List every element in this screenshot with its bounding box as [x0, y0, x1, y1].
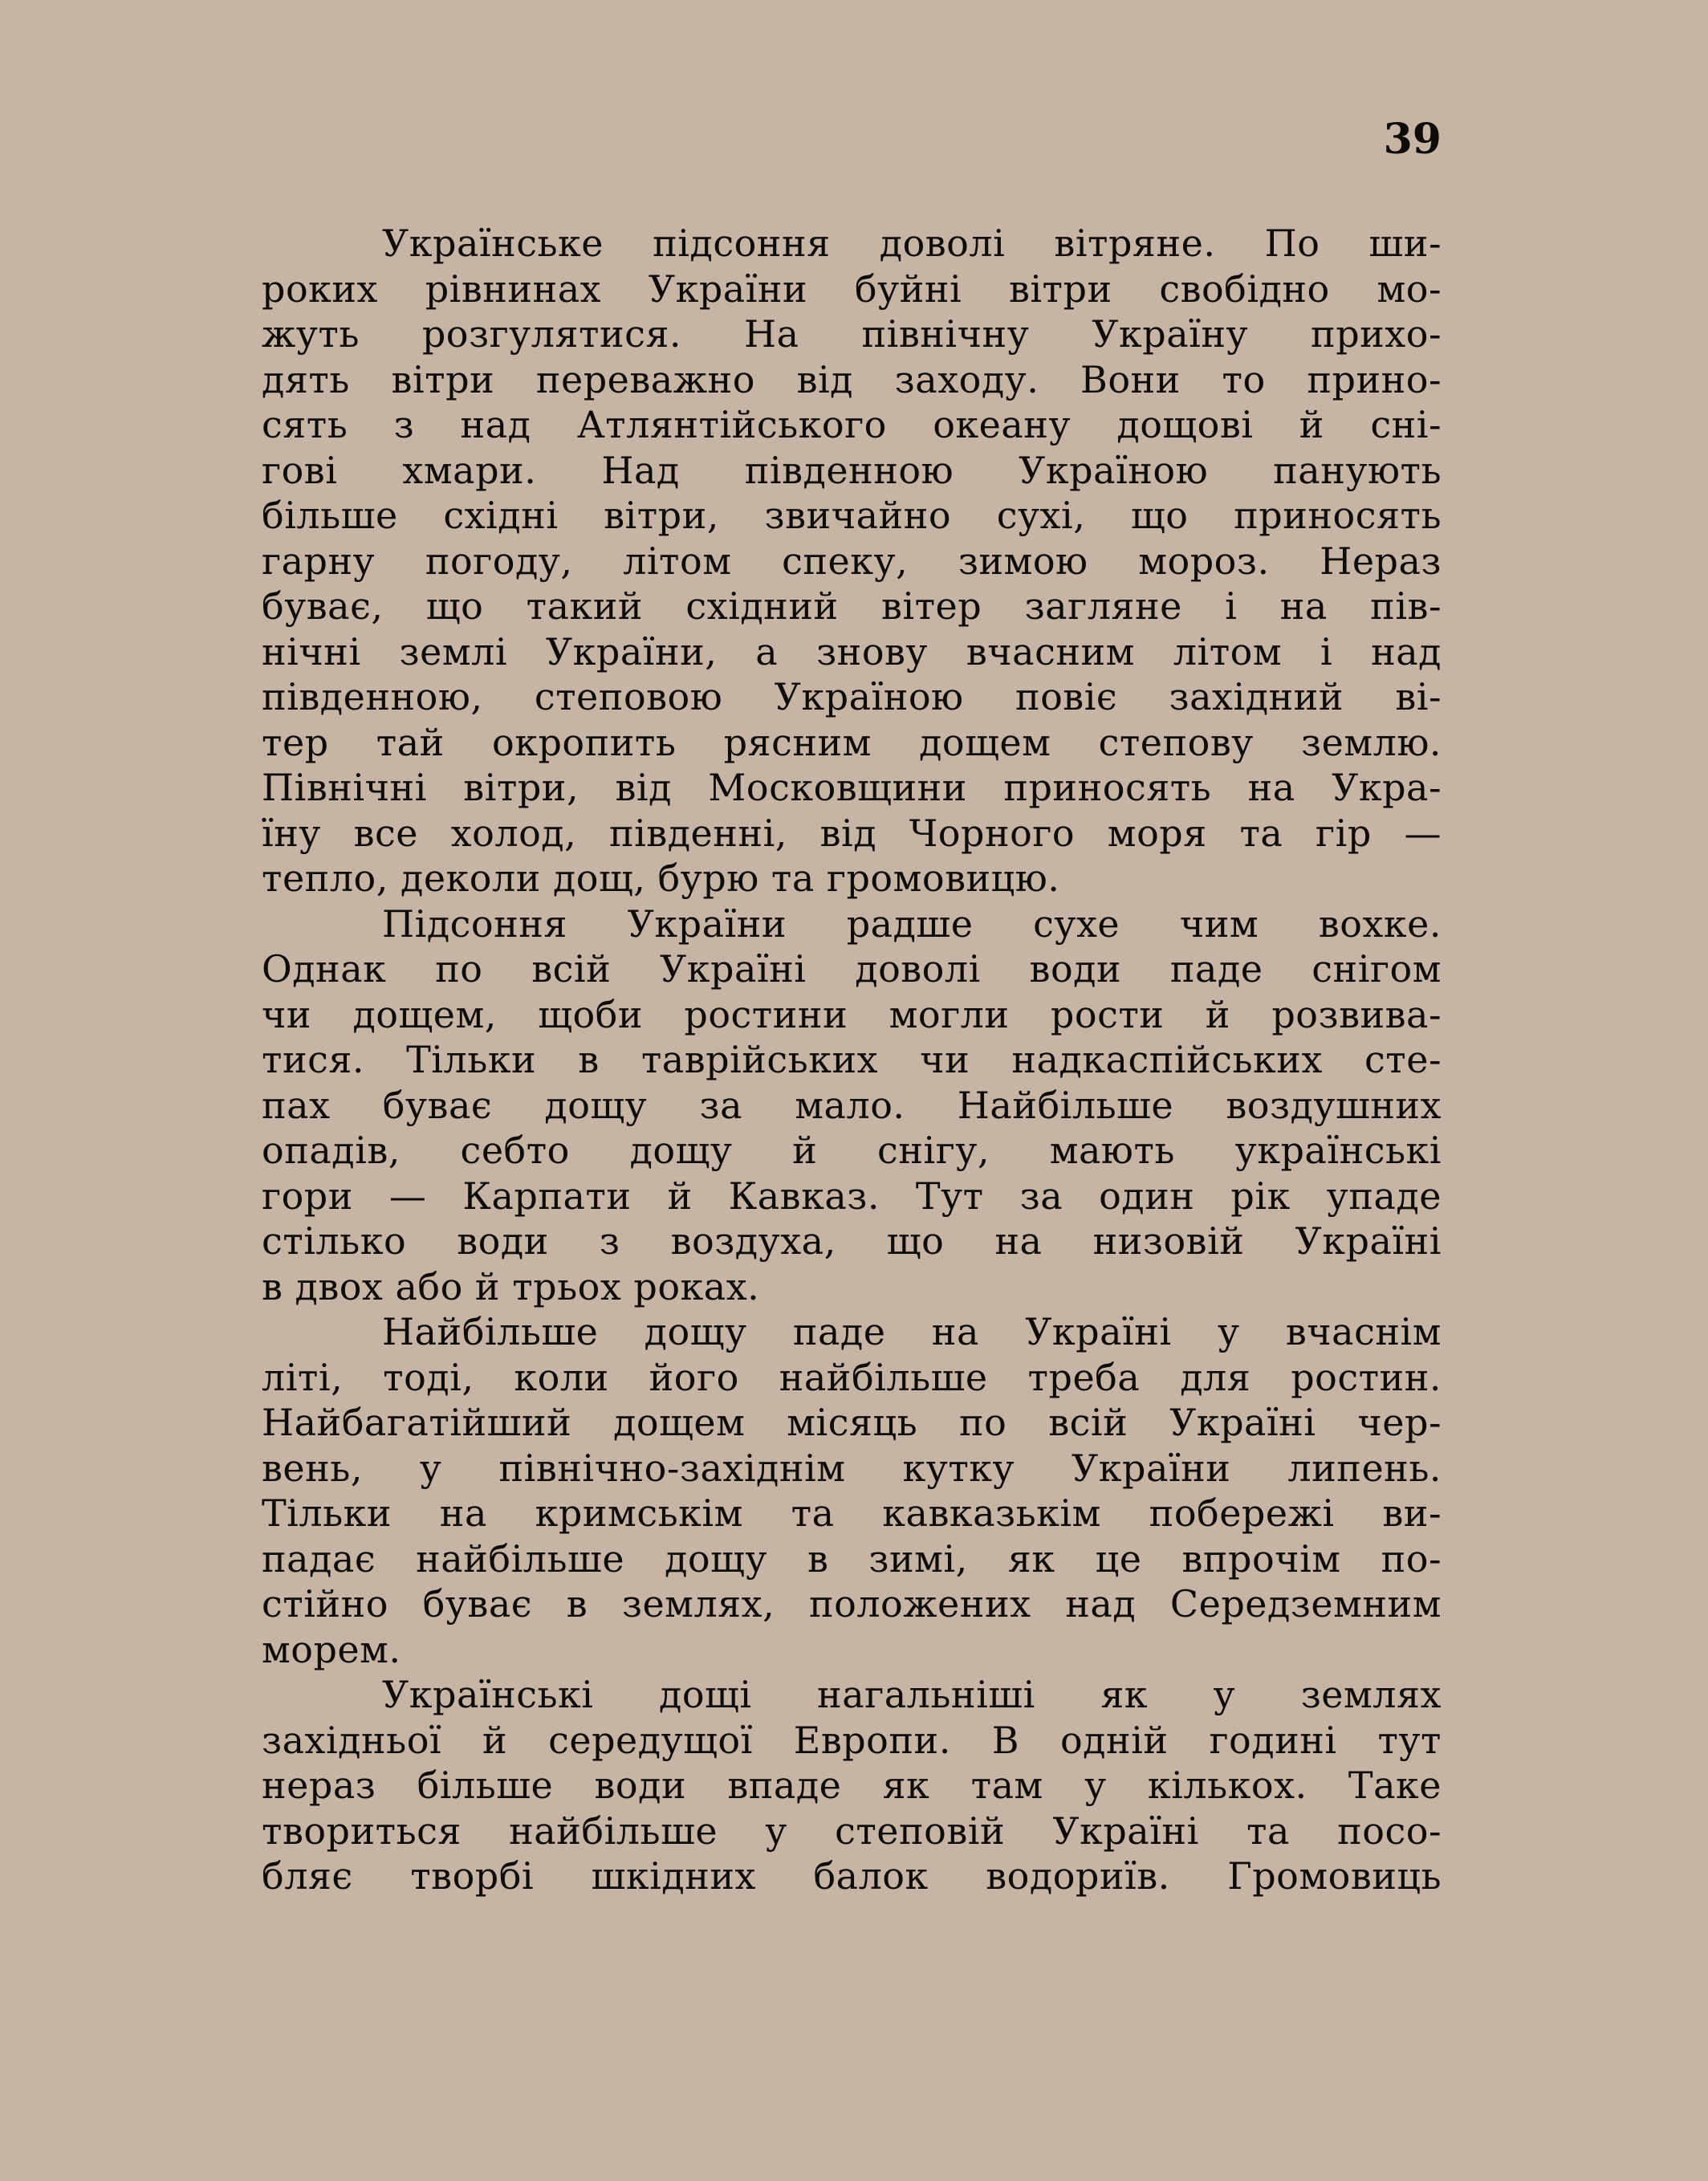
text-line: Найбільше дощу паде на Україні у вчаснім: [382, 1310, 1442, 1353]
text-line: нічні землі України, а знову вчасним літом і над: [262, 629, 1442, 673]
text-line: дять вітри переважно від заходу. Вони то прино-: [262, 357, 1442, 401]
text-line: Північні вітри, від Московщини приносять на Укра-: [262, 766, 1442, 809]
page-number: 39: [1383, 115, 1442, 164]
text-line: Тільки на кримськім та кавказькім побережі ви-: [262, 1491, 1442, 1535]
text-line: Українські дощі нагальніші як у землях: [382, 1673, 1442, 1716]
text-line: чи дощем, щоби ростини могли рости й розвива-: [262, 992, 1442, 1036]
text-line: тер тай окропить рясним дощем степову землю.: [262, 720, 1442, 764]
text-line: стілько води з воздуха, що на низовій Україні: [262, 1219, 1442, 1263]
text-line: вень, у північно-західнім кутку України липень.: [262, 1446, 1442, 1490]
text-line: опадів, себто дощу й снігу, мають українські: [262, 1129, 1442, 1172]
text-line: літі, тоді, коли його найбільше треба для ростин.: [262, 1355, 1442, 1399]
text-line: жуть розгулятися. На північну Україну прихо-: [262, 312, 1442, 356]
text-line: буває, що такий східний вітер загляне і на пів-: [262, 584, 1442, 628]
text-line: стійно буває в землях, положених над Середземним: [262, 1582, 1442, 1626]
text-line: гори — Карпати й Кавказ. Тут за один рік упаде: [262, 1174, 1442, 1218]
text-line: пах буває дощу за мало. Найбільше воздушних: [262, 1083, 1442, 1127]
text-line: падає найбільше дощу в зимі, як це впрочім по-: [262, 1536, 1442, 1581]
text-line: морем.: [262, 1627, 401, 1671]
text-line: роких рівнинах України буйні вітри свобідно мо-: [262, 267, 1442, 311]
text-line: нераз більше води впаде як там у кількох. Таке: [262, 1764, 1442, 1807]
text-line: тепло, деколи дощ, бурю та громовицю.: [262, 857, 1060, 900]
text-line: більше східні вітри, звичайно сухі, що приносять: [262, 494, 1442, 537]
text-line: Найбагатійший дощем місяць по всій Україні чер-: [262, 1401, 1442, 1444]
text-line: Підсоння України радше сухе чим вохке.: [382, 901, 1442, 946]
body-text: [262, 221, 1442, 1899]
text-line: їну все холод, південні, від Чорного моря та гір —: [262, 811, 1442, 855]
text-line: гові хмари. Над південною Україною панують: [262, 448, 1442, 492]
text-line: тися. Тільки в таврійських чи надкаспійських сте-: [262, 1038, 1442, 1081]
text-line: західньої й середущої Европи. В одній годині тут: [262, 1718, 1442, 1762]
text-line: Однак по всій Україні доволі води паде снігом: [262, 947, 1442, 991]
text-line: Українське підсоння доволі вітряне. По ши-: [382, 222, 1442, 265]
text-line: гарну погоду, літом спеку, зимою мороз. Нераз: [262, 539, 1442, 583]
text-line: сять з над Атлянтійського океану дощові й сні-: [262, 403, 1442, 446]
text-line: в двох або й трьох роках.: [262, 1264, 760, 1308]
text-line: бляє творбі шкідних балок водориїв. Громовиць: [262, 1854, 1442, 1898]
text-line: південною, степовою Україною повіє західний ві-: [262, 675, 1442, 718]
text-line: твориться найбільше у степовій Україні та посо-: [262, 1809, 1442, 1853]
